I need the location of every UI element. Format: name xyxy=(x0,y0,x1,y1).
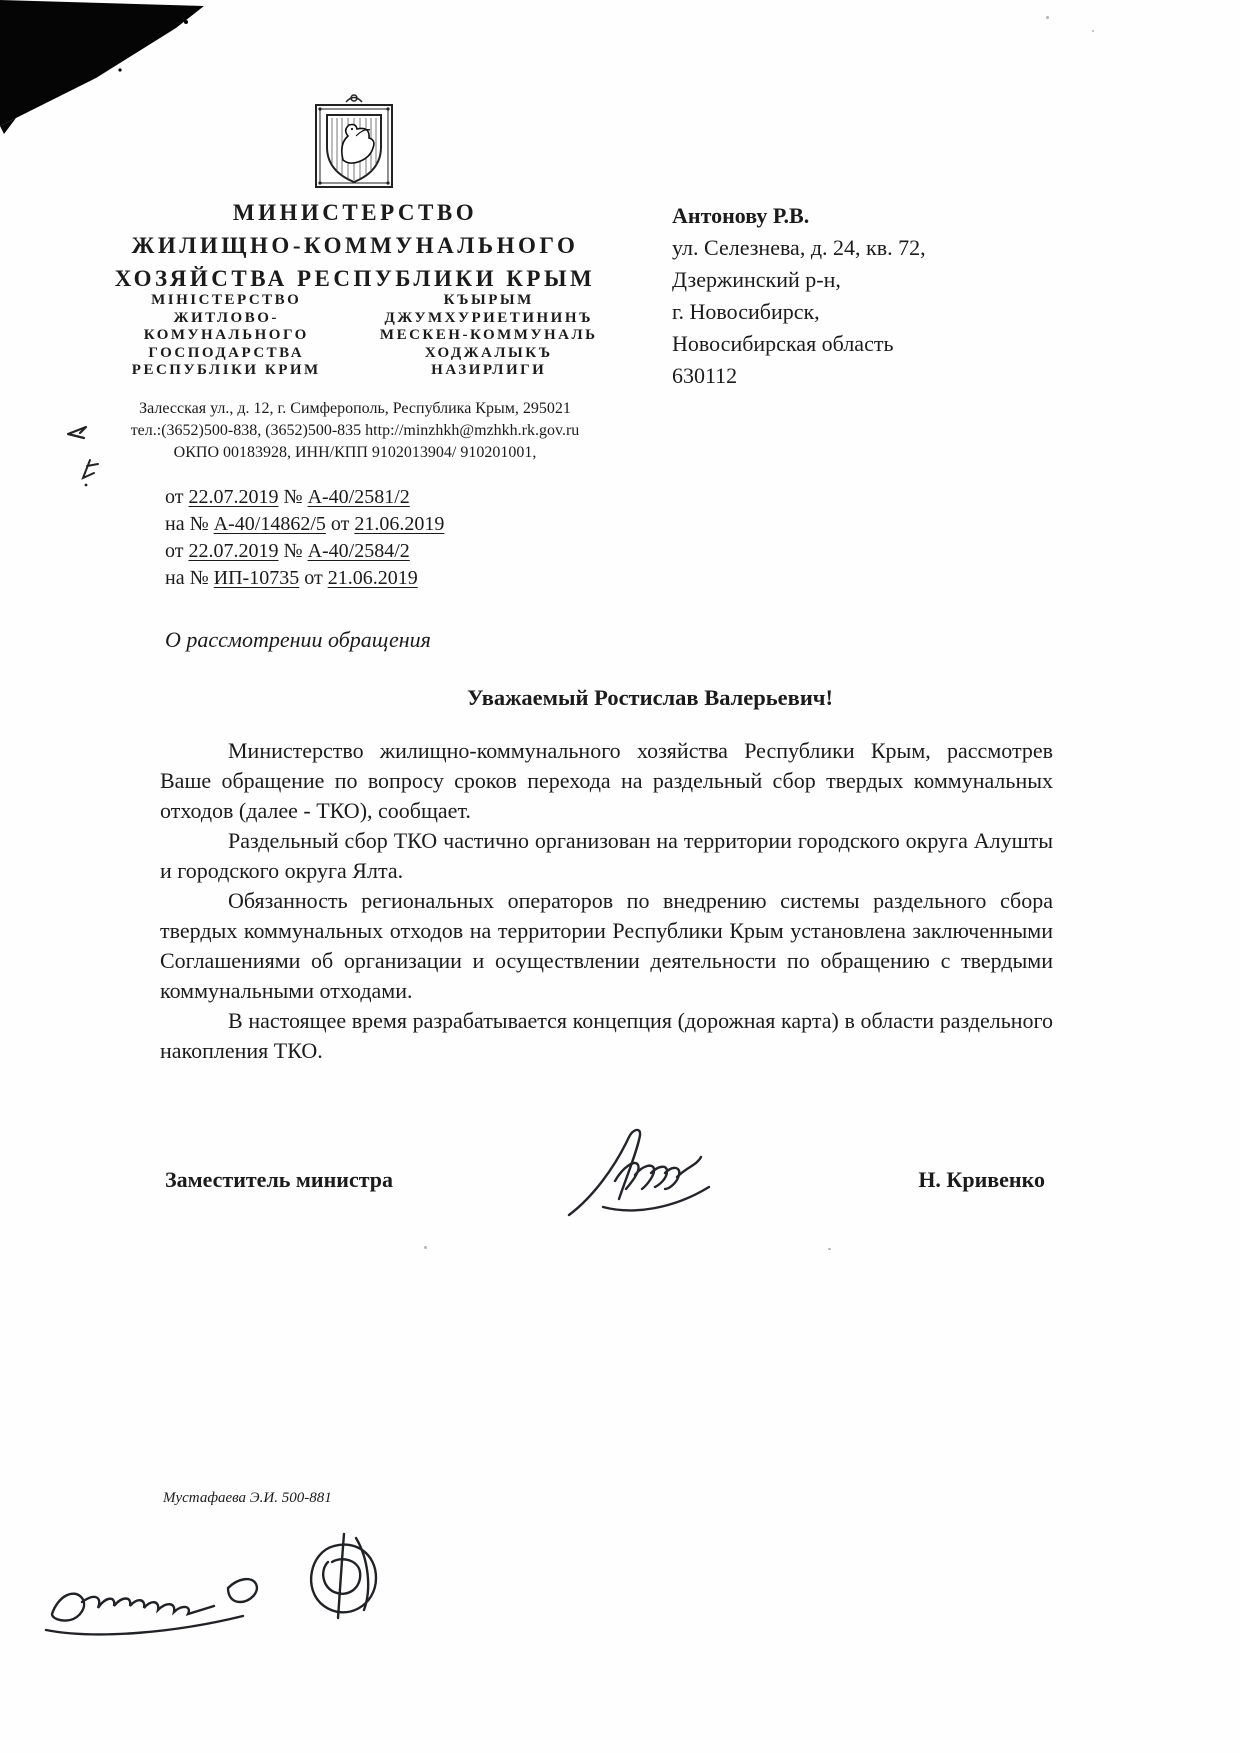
body-paragraph: Обязанность региональных операторов по внедрению системы раздельного сбора твердых коммунальных отходов на территории Республики Крым установлена заключенными Соглашениями об организации и осуществлении деятельности по обращению с твердыми коммунальными отходами. xyxy=(160,888,1053,1003)
scan-speck xyxy=(1046,16,1049,19)
ref-date: 22.07.2019 xyxy=(188,486,279,508)
ref-date: 21.06.2019 xyxy=(354,513,445,535)
ministry-name-crimean-tatar xyxy=(358,292,621,380)
recipient-block xyxy=(672,200,1042,392)
ministry-name-uk-line: КОМУНАЛЬНОГО xyxy=(143,327,309,343)
ref-number: ИП-10735 xyxy=(213,567,300,589)
ref-text: № xyxy=(278,486,308,508)
reference-line-outgoing-2 xyxy=(165,538,444,565)
ref-text: № xyxy=(278,540,308,562)
executor-note: Мустафаева Э.И. 500-881 xyxy=(163,1490,332,1506)
ministry-name-uk-line: МІНІСТЕРСТВО xyxy=(151,292,302,308)
body-paragraph: Раздельный сбор ТКО частично организован на территории городского округа Алушты и городского округа Ялта. xyxy=(160,828,1053,883)
letterhead-address-line: Залесская ул., д. 12, г. Симферополь, Республика Крым, 295021 xyxy=(139,400,571,417)
ministry-name-uk-line: РЕСПУБЛІКИ КРИМ xyxy=(131,362,321,378)
recipient-address-line: 630112 xyxy=(672,363,738,388)
letterhead-address xyxy=(52,398,658,464)
letter-body xyxy=(160,736,1053,1066)
salutation: Уважаемый Ростислав Валерьевич! xyxy=(467,685,833,710)
ministry-name-crh-line: ХОДЖАЛЫКЪ xyxy=(424,344,553,361)
ref-text: от xyxy=(165,540,189,562)
recipient-address-line: г. Новосибирск, xyxy=(672,299,820,324)
ref-number: А-40/2584/2 xyxy=(307,540,410,562)
reference-line-outgoing-1 xyxy=(165,484,444,511)
ref-number: А-40/14862/5 xyxy=(213,513,326,535)
ministry-name-crh-line: ДЖУМХУРИЕТИНИНЪ xyxy=(384,309,593,326)
ministry-name-ru-line: ЖИЛИЩНО-КОММУНАЛЬНОГО xyxy=(131,233,579,258)
scan-corner-artifact-icon xyxy=(0,0,215,140)
signature-block xyxy=(165,1155,1045,1245)
subject-line: О рассмотрении обращения xyxy=(165,627,431,652)
ministry-name-ru-line: ХОЗЯЙСТВА РЕСПУБЛИКИ КРЫМ xyxy=(114,266,596,291)
ref-text: от xyxy=(165,486,189,508)
scan-speck xyxy=(828,1248,831,1250)
scan-speck xyxy=(424,1246,427,1249)
ref-text: от xyxy=(299,567,328,589)
ministry-name-ru-line: МИНИСТЕРСТВО xyxy=(232,200,478,225)
reference-block xyxy=(165,484,444,592)
ministry-name-ru xyxy=(88,196,622,295)
executor-signatures-icon xyxy=(38,1518,408,1658)
recipient-address-line: Дзержинский р-н, xyxy=(672,267,841,292)
ministry-name-crh-line: МЕСКЕН-КОММУНАЛЬ xyxy=(379,327,598,343)
recipient-name: Антонову Р.В. xyxy=(672,203,810,228)
ministry-name-uk-line: ГОСПОДАРСТВА xyxy=(148,344,305,361)
letterhead-address-line: тел.:(3652)500-838, (3652)500-835 http://minzhkh@mzhkh.rk.gov.ru xyxy=(130,422,580,439)
ref-date: 22.07.2019 xyxy=(188,540,279,562)
ref-text: на № xyxy=(165,513,214,535)
ref-number: А-40/2581/2 xyxy=(307,486,410,508)
minister-signature-icon xyxy=(563,1123,733,1223)
scan-speck xyxy=(1092,30,1094,32)
reference-line-incoming-2 xyxy=(165,565,444,592)
recipient-address-line: ул. Селезнева, д. 24, кв. 72, xyxy=(672,235,926,260)
reference-line-incoming-1 xyxy=(165,511,444,538)
ministry-name-uk-line: ЖИТЛОВО- xyxy=(173,309,279,326)
crimea-coat-of-arms-icon xyxy=(312,92,396,194)
ref-text: от xyxy=(325,513,355,535)
letterhead-address-line: ОКПО 00183928, ИНН/КПП 9102013904/ 910201001, xyxy=(173,444,537,461)
body-paragraph: Министерство жилищно-коммунального хозяйства Республики Крым, рассмотрев Ваше обращение по вопросу сроков перехода на раздельный сбор твердых коммунальных отходов (далее - ТКО), сообщает. xyxy=(160,738,1053,823)
ref-text: на № xyxy=(165,567,214,589)
signature-position: Заместитель министра xyxy=(165,1167,394,1192)
ref-date: 21.06.2019 xyxy=(327,567,418,589)
recipient-address-line: Новосибирская область xyxy=(672,331,894,356)
ministry-name-crh-line: НАЗИРЛИГИ xyxy=(431,362,547,378)
body-paragraph: В настоящее время разрабатывается концепция (дорожная карта) в области раздельного накопления ТКО. xyxy=(160,1008,1053,1063)
signature-name: Н. Кривенко xyxy=(918,1167,1045,1192)
handwritten-margin-marks-icon xyxy=(60,418,120,490)
ministry-name-ukrainian xyxy=(95,292,358,380)
ministry-name-crh-line: КЪЫРЫМ xyxy=(443,292,534,308)
ministry-name-translations xyxy=(95,292,620,380)
